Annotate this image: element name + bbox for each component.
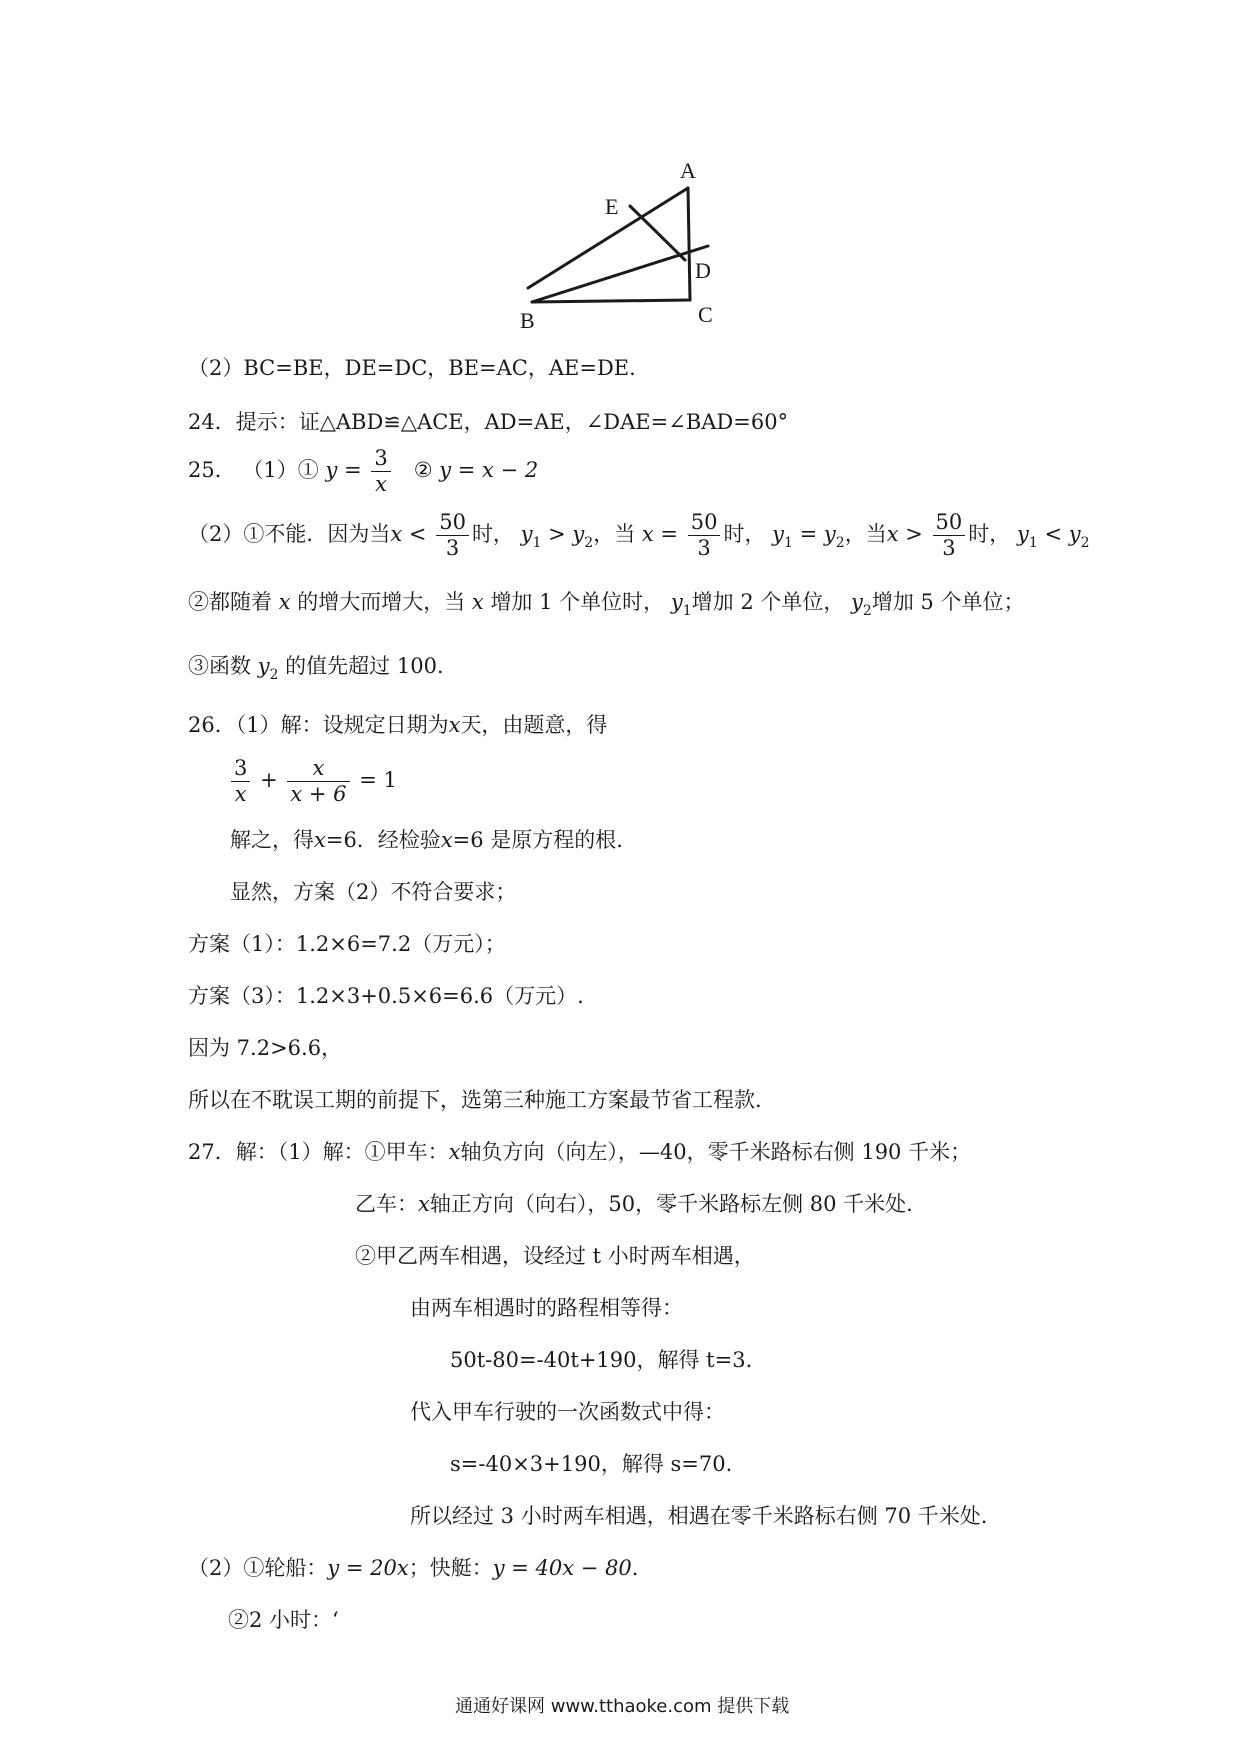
q27-line7: s=-40×3+190，解得 s=70. — [450, 1452, 733, 1476]
q27-line3: ②甲乙两车相遇，设经过 t 小时两车相遇， — [355, 1244, 755, 1268]
q25-line3: ③函数 $y_2$ 的值先超过 100. — [188, 654, 444, 683]
segment-bc — [532, 300, 690, 302]
q25-f1-fraction: $\frac{3}{x}$ — [371, 448, 390, 495]
q26-equation: $\frac{3}{x}$ + $\frac{x}{x + 6}$ = 1 — [228, 758, 397, 805]
label-a: A — [680, 160, 696, 183]
q25-part1 — [188, 448, 538, 495]
frac-50-3-a: $\frac{50}{3}$ — [436, 512, 469, 559]
q24-hint: 24．提示：证△ABD≌△ACE，AD=AE，∠DAE=∠BAD=60° — [188, 410, 789, 434]
frac-50-3-b: $\frac{50}{3}$ — [688, 512, 721, 559]
footer-credit: 通通好课网 www.tthaoke.com 提供下载 — [455, 1696, 790, 1717]
q27-line1: 27．解：（1）解：①甲车：x轴负方向（向左），—40，零千米路标右侧 190 千米； — [188, 1140, 972, 1164]
label-c: C — [698, 302, 713, 327]
q26-obvious: 显然，方案（2）不符合要求； — [230, 880, 517, 904]
q27-line4: 由两车相遇时的路程相等得： — [410, 1296, 683, 1320]
q26-conclusion: 所以在不耽误工期的前提下，选第三种施工方案最节省工程款. — [188, 1088, 762, 1112]
q27-part2-2: ②2 小时：‘ — [228, 1608, 339, 1632]
q25-line2: ②都随着 x 的增大而增大，当 x 增加 1 个单位时， $y_1$增加 2 个单位， $y_2$增加 5 个单位； — [188, 590, 1025, 619]
q27-line5: 50t-80=-40t+190，解得 t=3. — [450, 1348, 753, 1372]
label-d: D — [695, 258, 711, 283]
q27-line2: 乙车：x轴正方向（向右），50，零千米路标左侧 80 千米处. — [355, 1192, 913, 1216]
q25-part2: （2）①不能．因为当x < $\frac{50}{3}$ 时， $y_1 > y_2$，当 x = $\frac{50}{3}$ 时， $y_1 = y_2$，当x > $\frac{50}{3}$ 时， $y_1 < y_2$ — [188, 510, 1090, 560]
q27-part2: （2）①轮船：y = 20x；快艇：y = 40x − 80. — [188, 1556, 639, 1580]
eq-frac-x-xplus6: $\frac{x}{x + 6}$ — [287, 758, 349, 805]
q26-plan1: 方案（1）：1.2×6=7.2（万元）； — [188, 932, 506, 956]
segment-ac — [688, 188, 690, 300]
label-e: E — [605, 194, 619, 219]
q26-heading: 26．（1）解：设规定日期为x天，由题意，得 — [188, 713, 608, 737]
q26-solution: 解之，得x=6．经检验x=6 是原方程的根. — [230, 828, 623, 852]
segment-bd — [532, 246, 708, 302]
q25-p1-label: （1）① — [242, 458, 319, 482]
q27-line8: 所以经过 3 小时两车相遇，相遇在零千米路标右侧 70 千米处. — [410, 1504, 988, 1528]
q27-line6: 代入甲车行驶的一次函数式中得： — [410, 1400, 725, 1424]
q26-because: 因为 7.2>6.6， — [188, 1036, 343, 1060]
q25-p1-mid: ② — [413, 458, 433, 482]
segment-ed — [630, 206, 685, 260]
frac-50-3-c: $\frac{50}{3}$ — [933, 512, 966, 559]
eq-frac-3-x: $\frac{3}{x}$ — [231, 758, 250, 805]
q25-number: 25． — [188, 458, 236, 482]
q25-f2: y = x − 2 — [439, 458, 539, 482]
label-b: B — [520, 308, 535, 333]
triangle-figure — [520, 160, 740, 335]
q23-part2: （2）BC=BE，DE=DC，BE=AC，AE=DE. — [188, 356, 636, 380]
q26-plan3: 方案（3）：1.2×3+0.5×6=6.6（万元）. — [188, 984, 584, 1008]
q25-f1-lhs: y = — [325, 458, 362, 482]
